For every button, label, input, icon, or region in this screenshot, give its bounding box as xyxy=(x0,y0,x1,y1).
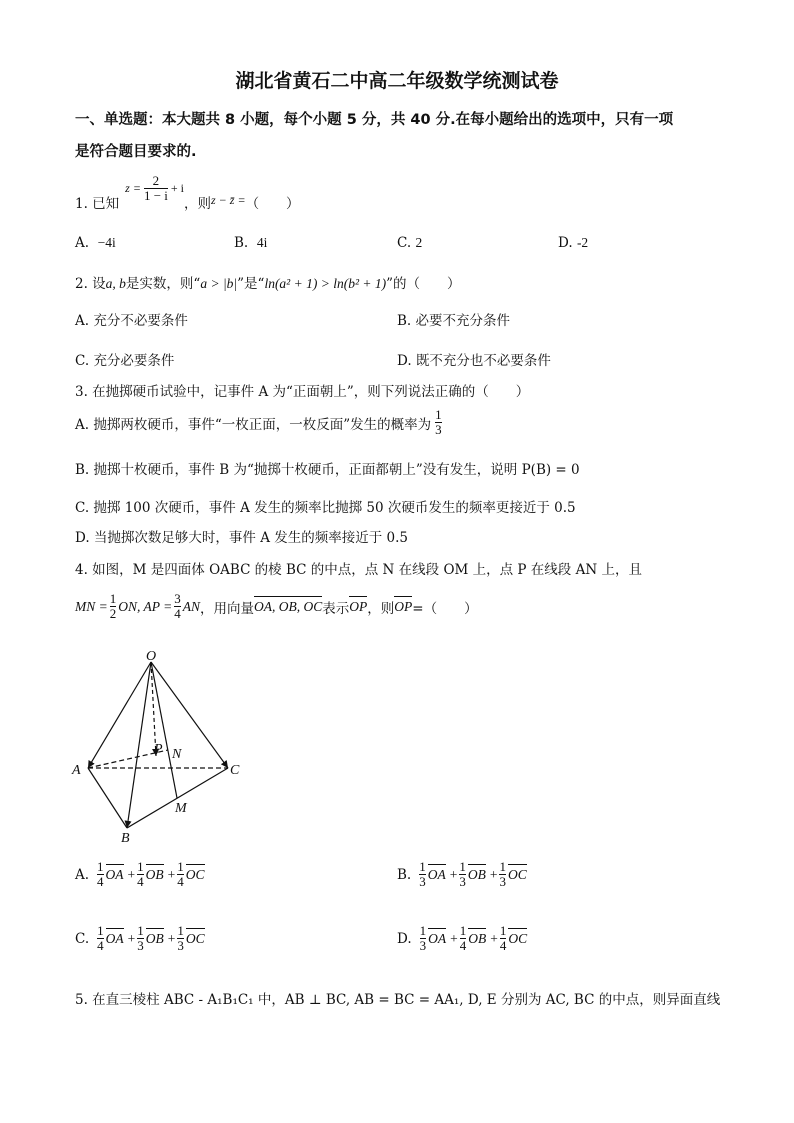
numerator: 1 xyxy=(419,859,426,874)
q4-option-c xyxy=(75,924,207,953)
q2-option-d xyxy=(397,349,551,369)
option-letter: A. xyxy=(75,235,90,251)
q2-condition-2: ln(a² + 1) > ln(b² + 1) xyxy=(264,276,387,291)
vector-name: OC xyxy=(508,930,528,946)
label-p: P xyxy=(154,742,163,757)
q2-mid: 是实数，则“ xyxy=(125,276,201,292)
q4-fraction-three-quarters xyxy=(174,592,181,621)
option-letter: D. xyxy=(558,235,573,251)
q4-vectors: OA, OB, OC xyxy=(254,598,323,614)
plus-sign: + xyxy=(167,866,176,882)
q1-option-d xyxy=(558,235,588,251)
coefficient-fraction xyxy=(177,860,184,889)
label-m: M xyxy=(175,801,187,816)
coefficient-fraction xyxy=(499,860,506,889)
option-letter: B. xyxy=(397,313,412,329)
coefficient-fraction xyxy=(459,860,466,889)
coefficient-fraction xyxy=(500,924,507,953)
denominator: 4 xyxy=(174,606,181,621)
denominator: 4 xyxy=(97,874,104,889)
q3-option-b: B. 抛掷十枚硬币，事件 B 为“抛掷十枚硬币，正面都朝上”没有发生，说明 P(B) = 0 xyxy=(75,462,580,478)
q4-mn: MN = xyxy=(75,598,108,614)
option-letter: D. xyxy=(397,353,412,369)
option-letter: C. xyxy=(75,930,90,947)
option-text: 既不充分也不必要条件 xyxy=(415,353,551,369)
q4-fraction-half xyxy=(110,592,117,621)
numerator: 1 xyxy=(177,859,184,874)
q3-option-c: C. 抛掷 100 次硬币，事件 A 发生的频率比抛掷 50 次硬币发生的频率更接近于 0.5 xyxy=(75,500,576,516)
numerator: 1 xyxy=(499,923,507,938)
q4-answer-blank: =（ ） xyxy=(412,600,478,617)
q3-option-d: D. 当抛掷次数足够大时，事件 A 发生的频率接近于 0.5 xyxy=(75,530,409,546)
option-text: A. 抛掷两枚硬币，事件“一枚正面，一枚反面”发生的概率为 xyxy=(75,416,432,433)
q2-option-b xyxy=(397,309,510,329)
vector-name: OA xyxy=(105,866,124,882)
numerator: 1 xyxy=(137,859,144,874)
coefficient-fraction xyxy=(460,924,467,953)
option-letter: A. xyxy=(75,866,90,883)
numerator: 1 xyxy=(137,923,144,938)
q2-prefix: 2. 设 xyxy=(75,276,106,292)
q3-option-a-fraction xyxy=(435,408,442,437)
q4-on: ON, AP = xyxy=(118,598,173,614)
question-4-stem: 4. 如图，M 是四面体 OABC 的棱 BC 的中点，点 N 在线段 OM 上，点 P 在线段 AN 上，且 xyxy=(75,562,642,578)
q1-option-c xyxy=(397,235,422,251)
numerator: 1 xyxy=(97,923,104,938)
option-letter: B. xyxy=(397,866,412,883)
coefficient-fraction xyxy=(420,924,427,953)
question-3-stem: 3. 在抛掷硬币试验中，记事件 A 为“正面朝上”，则下列说法正确的（ ） xyxy=(75,384,530,400)
label-a: A xyxy=(72,763,81,778)
option-letter: C. xyxy=(75,353,90,369)
q1-plus-i: + i xyxy=(170,180,185,195)
section-heading-line1: 一、单选题：本大题共 8 小题，每个小题 5 分，共 40 分.在每小题给出的选项中，只有一项 xyxy=(75,112,674,128)
numerator: 3 xyxy=(174,591,181,606)
q2-mid2: ”是“ xyxy=(237,276,265,292)
option-text: 充分必要条件 xyxy=(93,353,175,369)
option-text: 充分不必要条件 xyxy=(93,313,188,329)
option-letter: C. xyxy=(397,235,412,251)
q4-op: OP xyxy=(349,598,368,614)
q2-condition-1: a > |b| xyxy=(200,276,238,291)
q1-denominator: 1 − i xyxy=(143,187,168,203)
coefficient-fraction xyxy=(137,924,144,953)
coefficient-fraction xyxy=(137,860,144,889)
denominator: 2 xyxy=(109,606,117,621)
vector-name: OA xyxy=(105,930,124,946)
q2-option-a xyxy=(75,309,188,329)
option-letter: A. xyxy=(75,313,90,329)
q1-prefix: 1. 已知 xyxy=(75,196,120,212)
plus-sign: + xyxy=(450,930,458,946)
plus-sign: + xyxy=(449,866,458,882)
coefficient-fraction xyxy=(177,924,184,953)
label-o: O xyxy=(146,649,157,664)
denominator: 4 xyxy=(499,938,507,953)
numerator: 1 xyxy=(459,859,466,874)
plus-sign: + xyxy=(127,930,136,946)
coefficient-fraction xyxy=(97,924,104,953)
option-text: 必要不充分条件 xyxy=(415,313,511,329)
question-1-stem xyxy=(75,172,300,224)
edge-ab xyxy=(88,768,127,828)
q1-fraction xyxy=(144,174,168,203)
denominator: 4 xyxy=(459,938,467,953)
q4-text3: ，则 xyxy=(367,600,395,617)
option-letter: B. xyxy=(234,235,249,251)
question-5-stem: 5. 在直三棱柱 ABC - A₁B₁C₁ 中，AB ⊥ BC, AB = BC = AA₁, D, E 分别为 AC, BC 的中点，则异面直线 xyxy=(75,992,721,1008)
vector-name: OA xyxy=(428,930,447,946)
vector-name: OB xyxy=(145,866,164,882)
numerator: 1 xyxy=(435,407,442,422)
question-2-stem xyxy=(75,272,461,292)
denominator: 3 xyxy=(419,874,426,889)
denominator: 3 xyxy=(137,938,144,953)
q4-text: ，用向量 xyxy=(200,600,255,617)
option-text: -2 xyxy=(576,235,589,250)
coefficient-fraction xyxy=(419,860,426,889)
vector-name: OB xyxy=(145,930,164,946)
option-letter: D. xyxy=(397,930,412,947)
plus-sign: + xyxy=(127,866,136,882)
label-n: N xyxy=(172,747,182,762)
q1-numerator: 2 xyxy=(152,172,160,188)
vector-name: OA xyxy=(427,866,446,882)
denominator: 4 xyxy=(137,874,144,889)
vector-name: OB xyxy=(468,930,487,946)
denominator: 3 xyxy=(435,422,442,437)
numerator: 1 xyxy=(499,859,506,874)
numerator: 1 xyxy=(459,923,467,938)
plus-sign: + xyxy=(167,930,176,946)
coefficient-fraction xyxy=(97,860,104,889)
q2-option-c xyxy=(75,349,174,369)
q4-option-a xyxy=(75,860,207,889)
q2-ab: a, b xyxy=(105,276,126,291)
plus-sign: + xyxy=(490,930,498,946)
denominator: 3 xyxy=(499,874,506,889)
q4-option-b xyxy=(397,860,529,889)
q4-text2: 表示 xyxy=(322,600,350,617)
option-text: −4i xyxy=(97,235,116,250)
vector-name: OC xyxy=(507,866,527,882)
label-b: B xyxy=(121,831,130,846)
denominator: 3 xyxy=(459,874,466,889)
q3-option-a xyxy=(75,408,442,437)
q2-tail: ”的（ ） xyxy=(386,276,461,292)
q1-expression: z − z̄ = xyxy=(211,192,246,207)
q1-then: ，则 xyxy=(184,196,212,212)
question-4-condition xyxy=(75,592,478,621)
vector-name: OC xyxy=(185,930,205,946)
plus-sign: + xyxy=(489,866,498,882)
page-title: 湖北省黄石二中高二年级数学统测试卷 xyxy=(235,70,559,92)
q1-option-a xyxy=(75,235,116,251)
q1-option-b xyxy=(234,235,267,251)
edge-bc xyxy=(127,768,228,828)
denominator: 3 xyxy=(177,938,184,953)
q4-op2: OP xyxy=(394,598,413,614)
q4-option-d xyxy=(397,924,529,953)
q1-z-eq: z = xyxy=(125,180,141,195)
denominator: 3 xyxy=(419,938,427,953)
numerator: 1 xyxy=(97,859,104,874)
section-heading-line2: 是符合题目要求的. xyxy=(75,144,197,160)
vector-name: OB xyxy=(467,866,486,882)
edge-oa xyxy=(88,662,151,768)
q4-an: AN xyxy=(182,598,201,614)
option-text: 4i xyxy=(256,235,268,250)
numerator: 1 xyxy=(419,923,427,938)
q1-answer-blank: （ ） xyxy=(245,196,300,212)
segment-om xyxy=(151,662,177,798)
edge-ob xyxy=(127,662,151,828)
label-c: C xyxy=(230,763,240,778)
option-text: 2 xyxy=(415,235,423,250)
denominator: 4 xyxy=(97,938,104,953)
tetrahedron-figure xyxy=(60,640,260,850)
vector-name: OC xyxy=(185,866,205,882)
numerator: 1 xyxy=(109,591,117,606)
numerator: 1 xyxy=(177,923,184,938)
denominator: 4 xyxy=(177,874,184,889)
